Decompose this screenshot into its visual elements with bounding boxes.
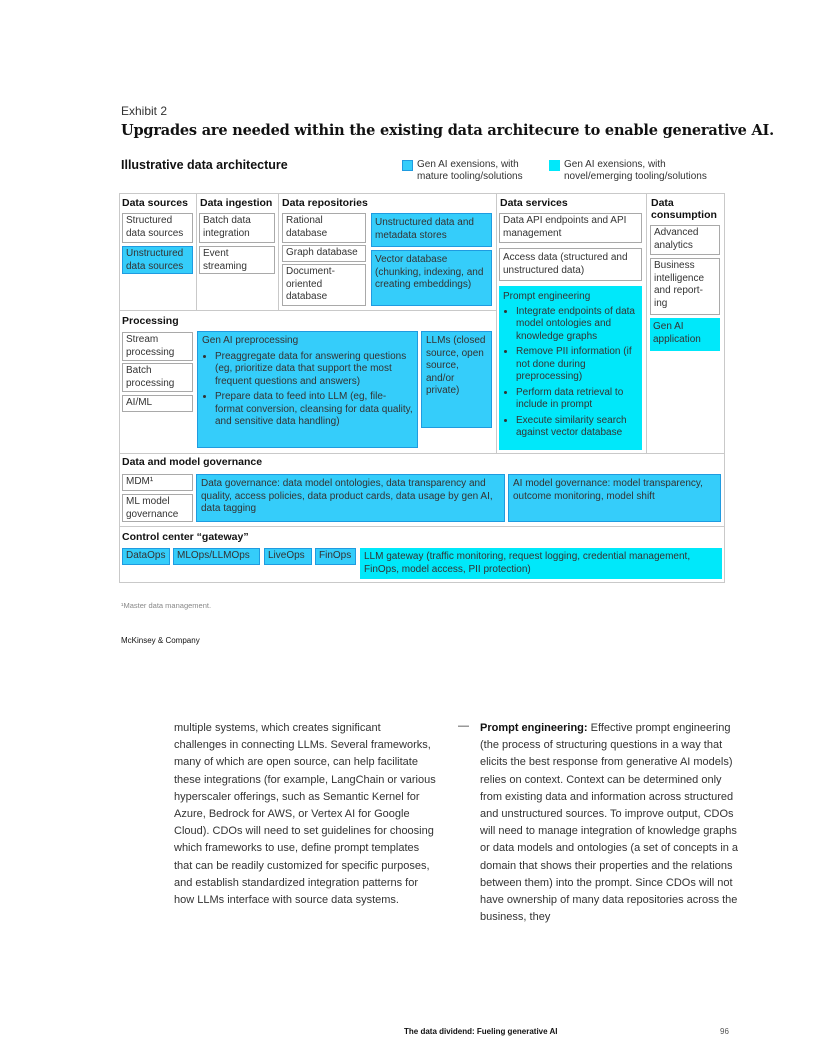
header-governance: Data and model governance bbox=[122, 456, 263, 468]
header-data-repositories: Data repositories bbox=[282, 197, 368, 209]
box-gen-ai-application: Gen AI application bbox=[650, 318, 720, 351]
box-batch-processing: Batch processing bbox=[122, 363, 193, 392]
divider bbox=[119, 526, 725, 527]
box-advanced-analytics: Advanced analytics bbox=[650, 225, 720, 255]
box-unstructured-stores: Unstructured data and metadata stores bbox=[371, 213, 492, 247]
exhibit-label: Exhibit 2 bbox=[121, 104, 168, 118]
box-event-streaming: Event streaming bbox=[199, 246, 275, 274]
box-structured-sources: Structured data sources bbox=[122, 213, 193, 243]
box-prompt-engineering bbox=[499, 286, 642, 450]
box-mlops: MLOps/LLMOps bbox=[173, 548, 260, 565]
bullet: • Preaggregate data for answering questions (eg, prioritize data that support the most frequent questions and answers) bbox=[215, 351, 413, 389]
divider bbox=[646, 193, 647, 453]
box-batch-integration: Batch data integration bbox=[199, 213, 275, 243]
legend-novel bbox=[549, 159, 707, 183]
box-access-data: Access data (structured and unstructured data) bbox=[499, 248, 642, 281]
box-finops: FinOps bbox=[315, 548, 356, 565]
header-data-sources: Data sources bbox=[122, 197, 188, 209]
box-vector-db: Vector database (chunking, indexing, and creating embeddings) bbox=[371, 250, 492, 306]
box-unstructured-sources: Unstructured data sources bbox=[122, 246, 193, 274]
divider bbox=[496, 193, 497, 453]
bullet: • Execute similarity search against vector database bbox=[516, 415, 638, 440]
header-control-center: Control center “gateway” bbox=[122, 531, 249, 543]
box-llm-gateway: LLM gateway (traffic monitoring, request logging, credential management, FinOps, model access, PII protection) bbox=[360, 548, 722, 579]
box-rational-db: Rational database bbox=[282, 213, 366, 243]
bullet: • Perform data retrieval to include in prompt bbox=[516, 387, 638, 412]
box-ml-model-governance: ML model governance bbox=[122, 494, 193, 522]
body-left-column: multiple systems, which creates significant challenges in connecting LLMs. Several frameworks, many of which are open source, can help facilitate these integrations (for example, LangChain or various hyperscaler offerings, such as Semantic Kernel for Azure, Bedrock for AWS, or Vertex AI for Google Cloud). CDOs will need to set guidelines for choosing which frameworks to use, define prompt templates that can be readily customized for specific purposes, and establish standardized integration patterns for how LLMs interface with source data systems. bbox=[174, 722, 436, 907]
body-right-column bbox=[480, 720, 742, 926]
legend-swatch-mature bbox=[402, 160, 413, 171]
legend-swatch-novel bbox=[549, 160, 560, 171]
legend-text: Gen AI exensions, with bbox=[417, 159, 519, 170]
header-data-consumption: Data consumption bbox=[651, 197, 717, 221]
list-dash: — bbox=[458, 720, 469, 732]
box-ai-ml: AI/ML bbox=[122, 395, 193, 412]
bullet: • Integrate endpoints of data model ontologies and knowledge graphs bbox=[516, 306, 638, 344]
prompt-engineering-term: Prompt engineering: bbox=[480, 722, 588, 734]
box-data-governance: Data governance: data model ontologies, data transparency and quality, access policies, data product cards, data usage by gen AI, data tagging bbox=[196, 474, 505, 522]
publication-title: The data dividend: Fueling generative AI bbox=[404, 1027, 558, 1036]
box-data-api: Data API endpoints and API management bbox=[499, 213, 642, 243]
divider bbox=[278, 193, 279, 310]
divider bbox=[119, 310, 496, 311]
box-liveops: LiveOps bbox=[264, 548, 312, 565]
divider bbox=[119, 453, 725, 454]
legend-text: Gen AI exensions, with bbox=[564, 159, 666, 170]
bullet: • Prepare data to feed into LLM (eg, file-format conversion, cleansing for data quality, and sensitive data handling) bbox=[215, 391, 413, 429]
exhibit-title: Upgrades are needed within the existing data architecure to enable generative AI. bbox=[121, 122, 774, 139]
box-document-db: Document-oriented database bbox=[282, 264, 366, 306]
header-processing: Processing bbox=[122, 315, 179, 327]
diagram-subtitle: Illustrative data architecture bbox=[121, 158, 288, 172]
legend-text: novel/emerging tooling/solutions bbox=[564, 171, 707, 182]
page-number: 96 bbox=[720, 1027, 729, 1036]
box-business-intelligence: Business intelligence and report-ing bbox=[650, 258, 720, 315]
box-stream-processing: Stream processing bbox=[122, 332, 193, 361]
box-graph-db: Graph database bbox=[282, 245, 366, 262]
header-data-services: Data services bbox=[500, 197, 568, 209]
prompt-engineering-title: Prompt engineering bbox=[503, 291, 591, 302]
box-dataops: DataOps bbox=[122, 548, 170, 565]
legend-mature bbox=[402, 159, 523, 183]
source-label: McKinsey & Company bbox=[121, 636, 200, 645]
box-ai-model-governance: AI model governance: model transparency, outcome monitoring, model shift bbox=[508, 474, 721, 522]
bullet: • Remove PII information (if not done during preprocessing) bbox=[516, 346, 638, 384]
prompt-engineering-text: Effective prompt engineering (the process of structuring questions in a way that elicits the best response from generative AI models) relies on context. Context can be determined only from existing data and information across structured and unstructured sources. To improve output, CDOs will need to manage integration of knowledge graphs or data models and ontologies (a set of concepts in a domain that shows their properties and the relations between them) into the prompt. Since CDOs will not have ownership of many data repositories across the business, they bbox=[480, 722, 739, 924]
header-data-ingestion: Data ingestion bbox=[200, 197, 273, 209]
gen-ai-preprocessing-title: Gen AI preprocessing bbox=[202, 335, 299, 346]
box-gen-ai-preprocessing bbox=[197, 331, 418, 448]
box-llms: LLMs (closed source, open source, and/or private) bbox=[421, 331, 492, 428]
footnote: ¹Master data management. bbox=[121, 601, 212, 610]
box-mdm: MDM¹ bbox=[122, 474, 193, 491]
legend-text: mature tooling/solutions bbox=[417, 171, 523, 182]
divider bbox=[196, 193, 197, 310]
